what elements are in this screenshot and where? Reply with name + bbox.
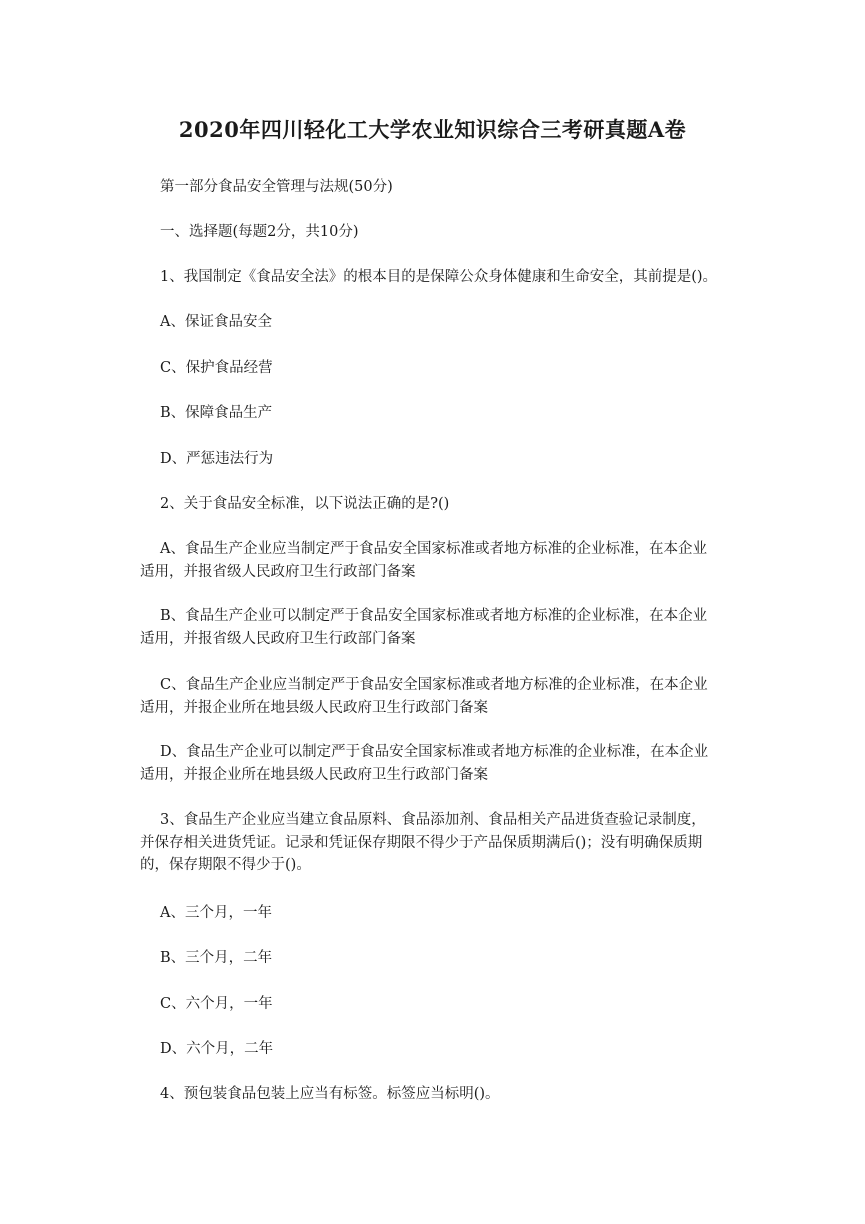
option-line: 适用，并报省级人民政府卫生行政部门备案 (140, 630, 416, 647)
question-3-stem (140, 809, 740, 877)
question-1-option: A、保证食品安全 (160, 314, 272, 330)
question-2-option (140, 741, 740, 786)
stem-line: 并保存相关进货凭证。记录和凭证保存期限不得少于产品保质期满后()；没有明确保质期 (140, 834, 703, 851)
question-3-option: D、六个月，二年 (160, 1041, 274, 1057)
question-3-option: B、三个月，二年 (160, 950, 273, 966)
question-1-option: B、保障食品生产 (160, 405, 273, 421)
document-title: 2020年四川轻化工大学农业知识综合三考研真题A卷 (178, 117, 687, 142)
question-2-stem: 2、关于食品安全标准，以下说法正确的是?() (160, 496, 450, 512)
option-line: 适用，并报企业所在地县级人民政府卫生行政部门备案 (140, 699, 488, 716)
question-3-option: C、六个月，一年 (160, 996, 273, 1012)
question-1-option: C、保护食品经营 (160, 360, 273, 376)
stem-line: 的，保存期限不得少于()。 (140, 857, 311, 873)
question-1-option: D、严惩违法行为 (160, 451, 274, 467)
option-line: D、食品生产企业可以制定严于食品安全国家标准或者地方标准的企业标准，在本企业 (160, 744, 709, 760)
option-line: A、食品生产企业应当制定严于食品安全国家标准或者地方标准的企业标准，在本企业 (160, 541, 707, 557)
question-4-stem: 4、预包装食品包装上应当有标签。标签应当标明()。 (160, 1086, 500, 1102)
question-2-option (140, 674, 740, 719)
question-1-stem: 1、我国制定《食品安全法》的根本目的是保障公众身体健康和生命安全，其前提是()。 (160, 269, 718, 285)
option-line: C、食品生产企业应当制定严于食品安全国家标准或者地方标准的企业标准，在本企业 (160, 677, 708, 693)
option-line: 适用，并报省级人民政府卫生行政部门备案 (140, 563, 416, 580)
option-line: B、食品生产企业可以制定严于食品安全国家标准或者地方标准的企业标准，在本企业 (160, 608, 708, 624)
stem-line: 3、食品生产企业应当建立食品原料、食品添加剂、食品相关产品进货查验记录制度， (160, 812, 706, 828)
question-2-option (140, 538, 740, 583)
question-2-option (140, 605, 740, 650)
part-heading: 第一部分食品安全管理与法规(50分) (160, 179, 393, 195)
option-line: 适用，并报企业所在地县级人民政府卫生行政部门备案 (140, 766, 488, 783)
section-heading: 一、选择题(每题2分，共10分) (160, 224, 359, 240)
question-3-option: A、三个月，一年 (160, 905, 272, 921)
